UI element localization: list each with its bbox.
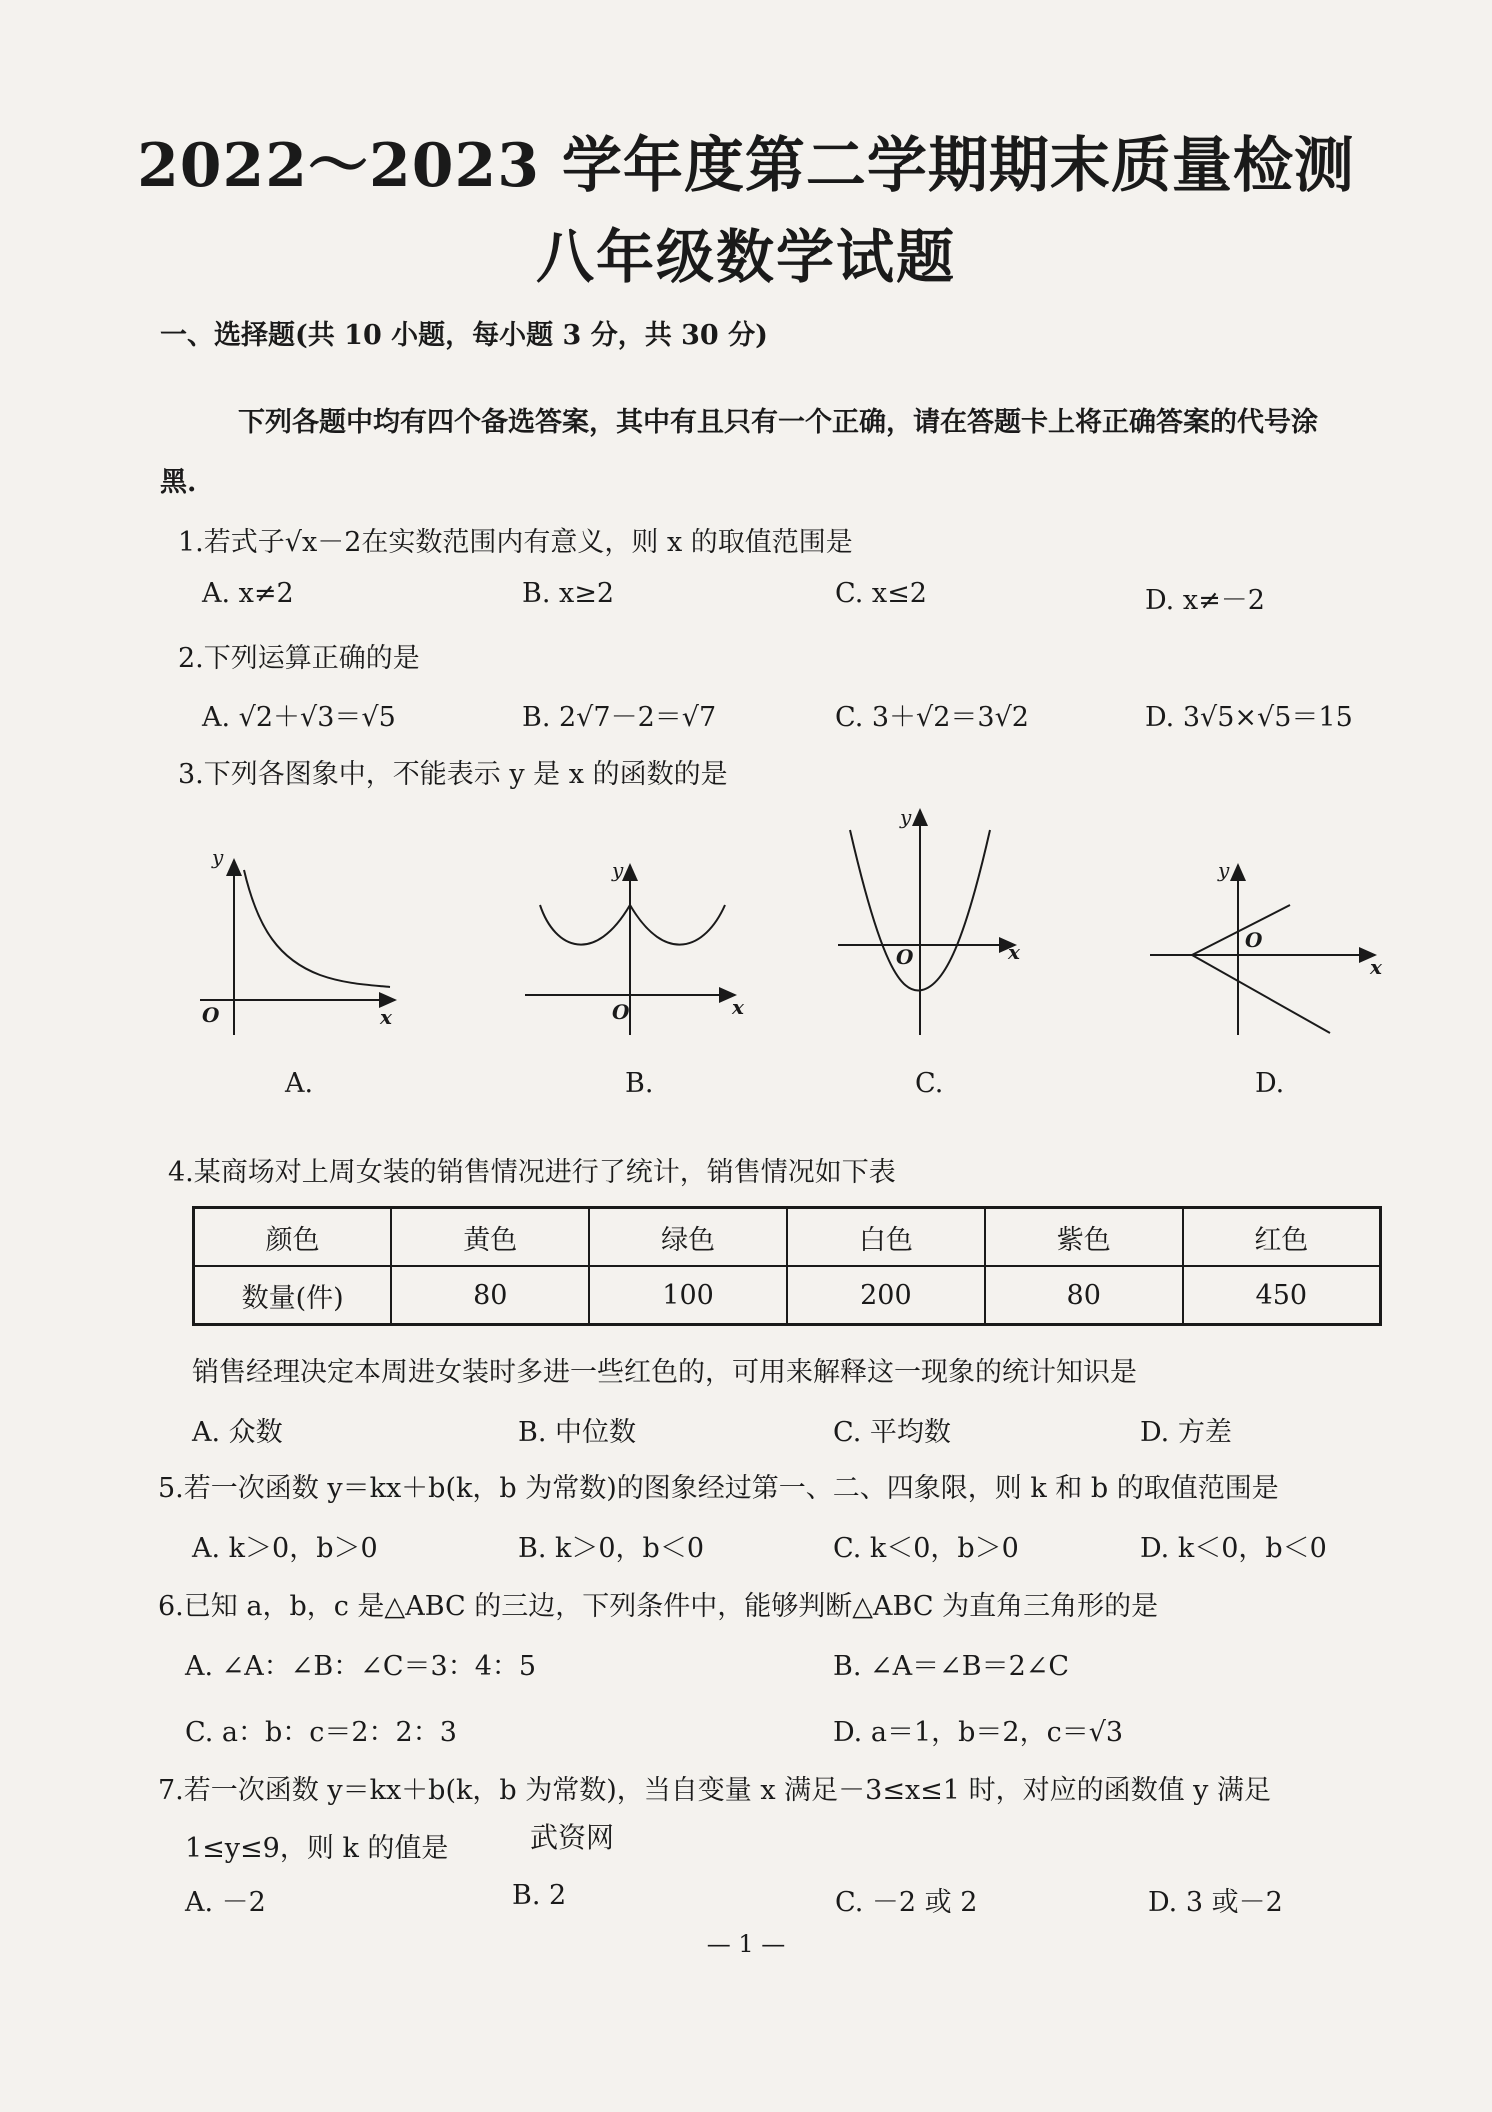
question-1-stem: 1.若式子√x－2在实数范围内有意义，则 x 的取值范围是	[178, 527, 853, 558]
table-cell: 紫色	[985, 1208, 1183, 1267]
q7-option-a: A. －2	[185, 1887, 266, 1918]
graph-a-axis-x: x	[380, 1005, 392, 1029]
table-cell: 100	[589, 1266, 787, 1325]
graph-b-origin: O	[612, 1000, 630, 1024]
graph-c-axis-x: x	[1008, 940, 1020, 964]
q7-option-c: C. －2 或 2	[835, 1887, 978, 1918]
instruction-line-1: 下列各题中均有四个备选答案，其中有且只有一个正确，请在答题卡上将正确答案的代号涂	[238, 407, 1318, 438]
question-7-stem-line-2: 1≤y≤9，则 k 的值是	[185, 1833, 449, 1864]
graph-c-axis-y: y	[900, 805, 912, 829]
table-cell: 白色	[787, 1208, 985, 1267]
q1-option-c: C. x≤2	[835, 578, 927, 609]
q5-option-d: D. k＜0，b＜0	[1140, 1533, 1327, 1564]
table-cell: 200	[787, 1266, 985, 1325]
table-row	[194, 1266, 1381, 1325]
graph-d	[1150, 865, 1375, 1035]
watermark-text: 武资网	[530, 1821, 615, 1854]
question-5-stem: 5.若一次函数 y＝kx＋b(k，b 为常数)的图象经过第一、二、四象限，则 k 和 b 的取值范围是	[158, 1473, 1279, 1504]
graph-d-origin: O	[1245, 928, 1263, 952]
q7-option-d: D. 3 或－2	[1148, 1887, 1283, 1918]
q1-option-a: A. x≠2	[202, 578, 294, 609]
q2-option-a: A. √2＋√3＝√5	[202, 702, 396, 733]
graph-label-d: D.	[1255, 1068, 1285, 1099]
q6-option-d: D. a＝1，b＝2，c＝√3	[833, 1717, 1124, 1748]
q1-option-d: D. x≠－2	[1145, 585, 1265, 616]
question-3-stem: 3.下列各图象中，不能表示 y 是 x 的函数的是	[178, 759, 728, 790]
table-cell: 黄色	[391, 1208, 589, 1267]
graph-c-origin: O	[896, 945, 914, 969]
q7-option-b: B. 2	[512, 1880, 567, 1911]
q5-option-c: C. k＜0，b＞0	[833, 1533, 1019, 1564]
graph-label-a: A.	[285, 1068, 314, 1099]
q4-option-a: A. 众数	[192, 1417, 283, 1448]
question-4-followup: 销售经理决定本周进女装时多进一些红色的，可用来解释这一现象的统计知识是	[192, 1357, 1137, 1388]
table-cell: 红色	[1183, 1208, 1381, 1267]
q6-option-b: B. ∠A＝∠B＝2∠C	[833, 1651, 1070, 1682]
question-2-stem: 2.下列运算正确的是	[178, 643, 420, 674]
table-row	[194, 1208, 1381, 1267]
table-cell: 颜色	[194, 1208, 392, 1267]
graph-label-b: B.	[625, 1068, 654, 1099]
table-cell: 数量(件)	[194, 1266, 392, 1325]
q6-option-c: C. a：b：c＝2：2：3	[185, 1717, 457, 1748]
q2-option-b: B. 2√7－2＝√7	[522, 702, 717, 733]
q2-option-d: D. 3√5×√5＝15	[1145, 702, 1353, 733]
graph-a-axis-y: y	[212, 845, 224, 869]
sales-table	[192, 1206, 1382, 1326]
graph-c	[838, 810, 1015, 1035]
q5-option-a: A. k＞0，b＞0	[192, 1533, 378, 1564]
page-title: 2022～2023 学年度第二学期期末质量检测	[137, 131, 1355, 201]
question-6-stem: 6.已知 a，b，c 是△ABC 的三边，下列条件中，能够判断△ABC 为直角三角形的是	[158, 1591, 1159, 1622]
q2-option-c: C. 3＋√2＝3√2	[835, 702, 1029, 733]
q5-option-b: B. k＞0，b＜0	[518, 1533, 705, 1564]
question-4-stem: 4.某商场对上周女装的销售情况进行了统计，销售情况如下表	[168, 1157, 896, 1188]
table-cell: 450	[1183, 1266, 1381, 1325]
graph-label-c: C.	[915, 1068, 944, 1099]
graph-d-axis-y: y	[1218, 858, 1230, 882]
section-heading: 一、选择题(共 10 小题，每小题 3 分，共 30 分)	[160, 320, 768, 351]
q4-option-b: B. 中位数	[518, 1417, 637, 1448]
q6-option-a: A. ∠A：∠B：∠C＝3：4：5	[185, 1651, 537, 1682]
question-7-stem-line-1: 7.若一次函数 y＝kx＋b(k，b 为常数)，当自变量 x 满足－3≤x≤1 时，对应的函数值 y 满足	[158, 1775, 1271, 1806]
graph-a-origin: O	[202, 1003, 220, 1027]
graph-b-axis-x: x	[732, 995, 744, 1019]
instruction-line-2: 黑.	[160, 467, 197, 498]
q4-option-d: D. 方差	[1140, 1417, 1232, 1448]
graph-d-axis-x: x	[1370, 955, 1382, 979]
page-subtitle: 八年级数学试题	[535, 223, 956, 291]
table-cell: 绿色	[589, 1208, 787, 1267]
q1-option-b: B. x≥2	[522, 578, 615, 609]
q4-option-c: C. 平均数	[833, 1417, 951, 1448]
graph-b	[525, 865, 735, 1035]
table-cell: 80	[985, 1266, 1183, 1325]
page-number: — 1 —	[706, 1930, 786, 1958]
graph-a	[200, 860, 395, 1035]
graph-b-axis-y: y	[612, 858, 624, 882]
table-cell: 80	[391, 1266, 589, 1325]
